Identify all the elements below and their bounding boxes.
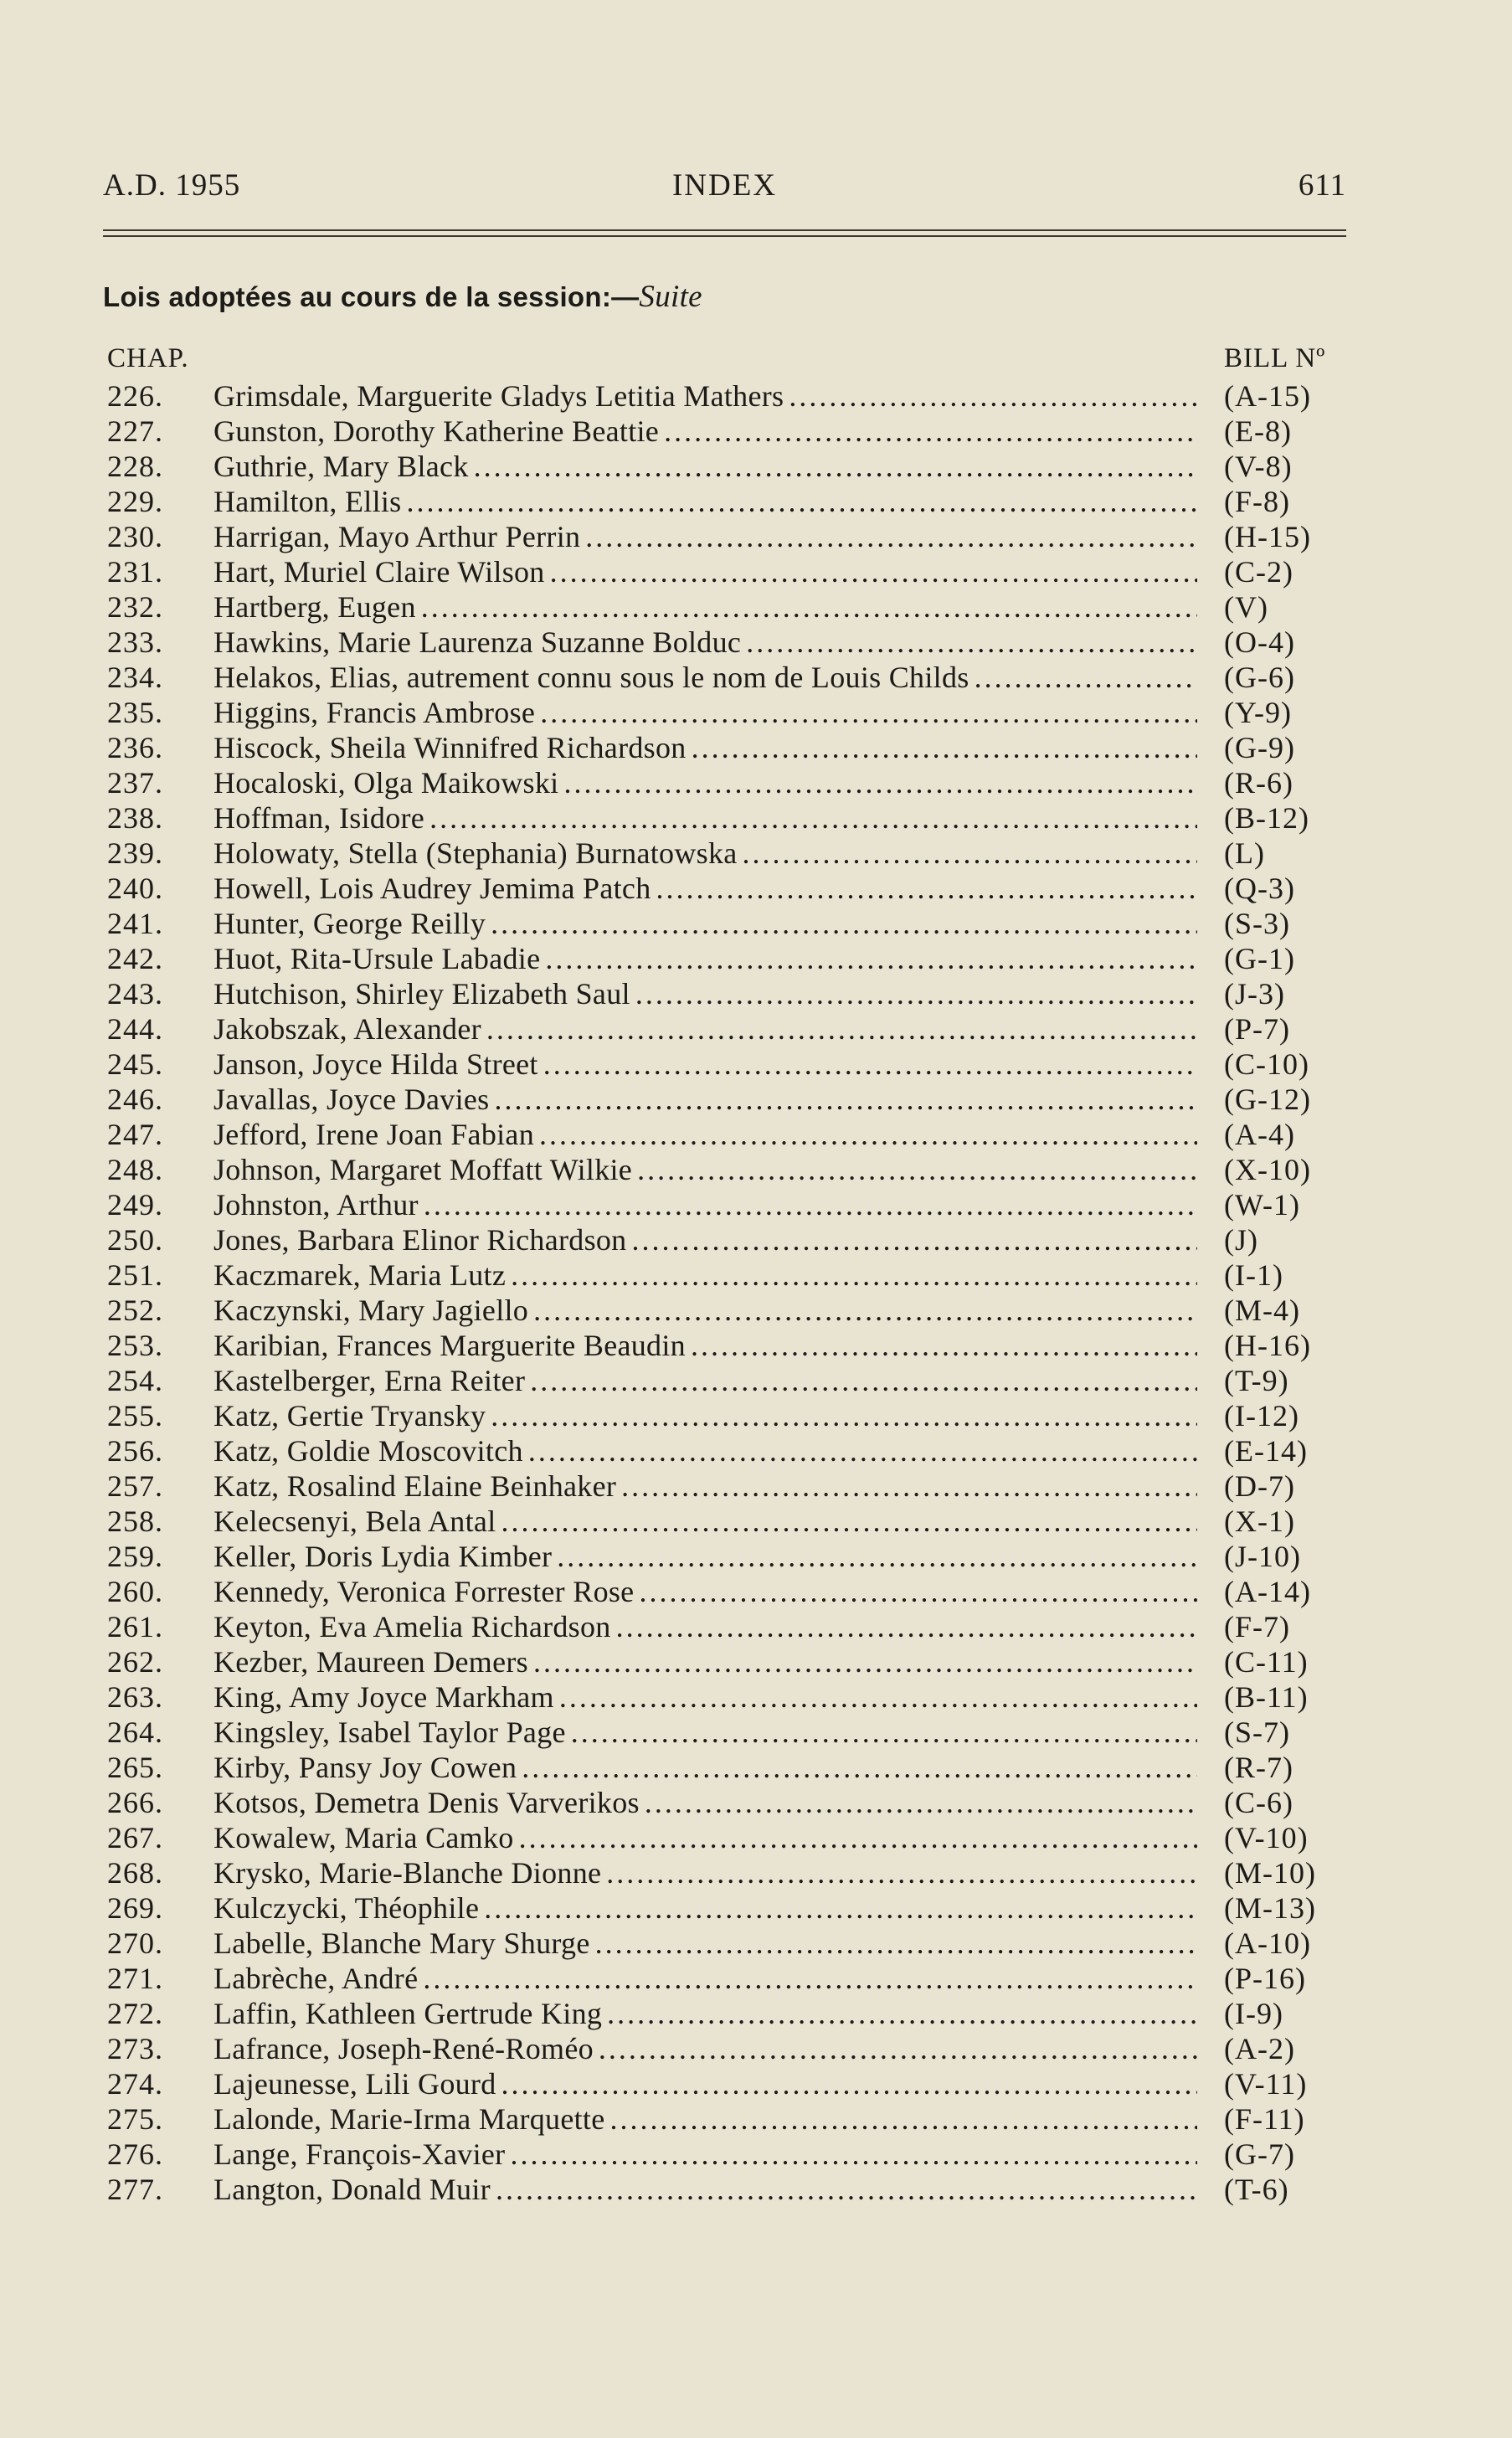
chapter-number: 261. (107, 1610, 163, 1643)
chapter-number: 251. (107, 1258, 163, 1292)
header-title: INDEX (671, 168, 778, 203)
entry-name: Kaczmarek, Maria Lutz . . . (213, 1258, 1197, 1293)
entry-name: Lange, François-Xavier . . . (213, 2137, 1197, 2172)
index-entry (0, 2066, 1512, 2101)
entry-name: Labelle, Blanche Mary Shurge . . . (213, 1926, 1197, 1961)
chapter-number: 263. (107, 1680, 163, 1714)
bill-number: (R-7) (1224, 1751, 1293, 1784)
index-entry (0, 871, 1512, 906)
chapter-number: 234. (107, 661, 163, 694)
index-entry (0, 1363, 1512, 1398)
section-subtitle (103, 279, 702, 315)
chapter-number: 244. (107, 1012, 163, 1046)
bill-number: (G-7) (1224, 2137, 1295, 2171)
bill-number: (M-10) (1224, 1856, 1316, 1890)
entry-name: Hart, Muriel Claire Wilson . . . (213, 554, 1197, 589)
index-entry (0, 1574, 1512, 1609)
chapter-number: 227. (107, 414, 163, 448)
bill-number: (I-1) (1224, 1258, 1283, 1292)
index-entry (0, 1820, 1512, 1855)
chapter-number: 268. (107, 1856, 163, 1890)
bill-number: (A-4) (1224, 1118, 1295, 1151)
chapter-number: 249. (107, 1188, 163, 1222)
entry-name: Hutchison, Shirley Elizabeth Saul . . . (213, 976, 1197, 1011)
index-entry (0, 625, 1512, 660)
bill-number: (V-8) (1224, 450, 1293, 483)
index-entry (0, 1750, 1512, 1785)
index-entry (0, 2137, 1512, 2172)
chapter-number: 255. (107, 1399, 163, 1432)
entry-name: Johnson, Margaret Moffatt Wilkie . . . (213, 1152, 1197, 1187)
bill-number: (F-8) (1224, 485, 1290, 518)
entry-name: Kingsley, Isabel Taylor Page . . . (213, 1715, 1197, 1750)
entry-name: Kaczynski, Mary Jagiello . . . (213, 1293, 1197, 1328)
chapter-number: 259. (107, 1540, 163, 1573)
entry-name: Lalonde, Marie-Irma Marquette . . . (213, 2101, 1197, 2137)
subtitle-suite: Suite (639, 280, 702, 314)
index-entry (0, 1961, 1512, 1996)
bill-number: (F-11) (1224, 2102, 1305, 2136)
chapter-number: 277. (107, 2173, 163, 2206)
subtitle-text: Lois adoptées au cours de la session:— (103, 281, 640, 312)
bill-number: (P-16) (1224, 1962, 1306, 1995)
bill-number: (W-1) (1224, 1188, 1300, 1222)
index-entry (0, 449, 1512, 484)
entry-name: Grimsdale, Marguerite Gladys Letitia Mathers . . . (213, 378, 1197, 414)
chapter-number: 252. (107, 1294, 163, 1327)
chapter-number: 239. (107, 836, 163, 870)
chapter-number: 241. (107, 907, 163, 940)
index-entry (0, 1926, 1512, 1961)
index-entry (0, 414, 1512, 449)
chapter-number: 276. (107, 2137, 163, 2171)
entry-name: Johnston, Arthur . . . (213, 1187, 1197, 1222)
index-entry (0, 1011, 1512, 1047)
index-entry (0, 1504, 1512, 1539)
chapter-number: 262. (107, 1645, 163, 1679)
chapter-number: 260. (107, 1575, 163, 1608)
index-entry (0, 519, 1512, 554)
page-number: 611 (1298, 168, 1346, 203)
chapter-number: 235. (107, 696, 163, 729)
chapter-number: 226. (107, 379, 163, 413)
index-entry (0, 836, 1512, 871)
index-list (0, 378, 1512, 2207)
entry-name: Harrigan, Mayo Arthur Perrin . . . (213, 519, 1197, 554)
bill-number: (D-7) (1224, 1469, 1295, 1503)
bill-number: (P-7) (1224, 1012, 1290, 1046)
chapter-number: 253. (107, 1329, 163, 1362)
index-entry (0, 906, 1512, 941)
entry-name: Gunston, Dorothy Katherine Beattie . . . (213, 414, 1197, 449)
index-entry (0, 941, 1512, 976)
bill-number: (V) (1224, 590, 1268, 624)
bill-number: (X-1) (1224, 1504, 1295, 1538)
bill-number: (L) (1224, 836, 1265, 870)
index-entry (0, 1433, 1512, 1468)
entry-name: Helakos, Elias, autrement connu sous le nom de Louis Childs . . . (213, 660, 1197, 695)
bill-number: (S-3) (1224, 907, 1290, 940)
entry-name: Kulczycki, Théophile . . . (213, 1890, 1197, 1926)
index-entry (0, 554, 1512, 589)
chapter-number: 257. (107, 1469, 163, 1503)
bill-number: (A-15) (1224, 379, 1311, 413)
bill-number: (S-7) (1224, 1715, 1290, 1749)
entry-name: Hawkins, Marie Laurenza Suzanne Bolduc . . . (213, 625, 1197, 660)
index-entry (0, 1258, 1512, 1293)
index-entry (0, 1890, 1512, 1926)
chapter-number: 240. (107, 872, 163, 905)
index-entry (0, 730, 1512, 765)
entry-name: Kezber, Maureen Demers . . . (213, 1644, 1197, 1679)
entry-name: Javallas, Joyce Davies . . . (213, 1082, 1197, 1117)
chapter-number: 267. (107, 1821, 163, 1854)
bill-number: (X-10) (1224, 1153, 1311, 1186)
entry-name: Karibian, Frances Marguerite Beaudin . . . (213, 1328, 1197, 1363)
chapter-number: 248. (107, 1153, 163, 1186)
entry-name: Hunter, George Reilly . . . (213, 906, 1197, 941)
entry-name: Labrèche, André . . . (213, 1961, 1197, 1996)
page-header (103, 167, 1346, 218)
entry-name: Kirby, Pansy Joy Cowen . . . (213, 1750, 1197, 1785)
index-entry (0, 378, 1512, 414)
bill-number: (A-14) (1224, 1575, 1311, 1608)
chapter-number: 265. (107, 1751, 163, 1784)
bill-number: (T-9) (1224, 1364, 1289, 1397)
index-entry (0, 1468, 1512, 1504)
bill-number: (M-13) (1224, 1891, 1316, 1925)
chapter-number: 254. (107, 1364, 163, 1397)
chapter-number: 250. (107, 1223, 163, 1257)
index-entry (0, 1047, 1512, 1082)
bill-number: (R-6) (1224, 766, 1293, 800)
header-rule-top (103, 229, 1346, 231)
index-entry (0, 589, 1512, 625)
entry-name: Jakobszak, Alexander . . . (213, 1011, 1197, 1047)
chapter-number: 256. (107, 1434, 163, 1468)
index-entry (0, 1152, 1512, 1187)
bill-number: (G-12) (1224, 1083, 1311, 1116)
chapter-number: 258. (107, 1504, 163, 1538)
bill-number: (T-6) (1224, 2173, 1289, 2206)
bill-number: (C-10) (1224, 1047, 1309, 1081)
index-entry (0, 1539, 1512, 1574)
bill-number: (H-16) (1224, 1329, 1311, 1362)
entry-name: Katz, Rosalind Elaine Beinhaker . . . (213, 1468, 1197, 1504)
header-rule-bottom (103, 235, 1346, 237)
entry-name: Jones, Barbara Elinor Richardson . . . (213, 1222, 1197, 1258)
bill-number: (J) (1224, 1223, 1258, 1257)
entry-name: Kowalew, Maria Camko . . . (213, 1820, 1197, 1855)
chapter-number: 237. (107, 766, 163, 800)
entry-name: Katz, Gertie Tryansky . . . (213, 1398, 1197, 1433)
chapter-number: 243. (107, 977, 163, 1011)
chapter-number: 238. (107, 801, 163, 835)
chapter-number: 228. (107, 450, 163, 483)
index-entry (0, 1679, 1512, 1715)
entry-name: Lafrance, Joseph-René-Roméo . . . (213, 2031, 1197, 2066)
index-entry (0, 2031, 1512, 2066)
entry-name: Keyton, Eva Amelia Richardson . . . (213, 1609, 1197, 1644)
entry-name: Kennedy, Veronica Forrester Rose . . . (213, 1574, 1197, 1609)
entry-name: Jefford, Irene Joan Fabian . . . (213, 1117, 1197, 1152)
bill-number: (V-10) (1224, 1821, 1309, 1854)
bill-number: (M-4) (1224, 1294, 1300, 1327)
entry-name: Kotsos, Demetra Denis Varverikos . . . (213, 1785, 1197, 1820)
index-entry (0, 1222, 1512, 1258)
index-entry (0, 1855, 1512, 1890)
chapter-number: 264. (107, 1715, 163, 1749)
chapter-number: 232. (107, 590, 163, 624)
index-entry (0, 1996, 1512, 2031)
index-entry (0, 695, 1512, 730)
entry-name: Kelecsenyi, Bela Antal . . . (213, 1504, 1197, 1539)
index-entry (0, 765, 1512, 800)
column-header-chap: CHAP. (107, 343, 189, 373)
bill-number: (Y-9) (1224, 696, 1292, 729)
bill-number: (F-7) (1224, 1610, 1290, 1643)
chapter-number: 236. (107, 731, 163, 764)
bill-number: (E-14) (1224, 1434, 1308, 1468)
bill-number: (H-15) (1224, 520, 1311, 553)
index-entry (0, 1328, 1512, 1363)
index-entry (0, 1082, 1512, 1117)
entry-name: Hoffman, Isidore . . . (213, 800, 1197, 836)
bill-number: (C-6) (1224, 1786, 1293, 1819)
index-entry (0, 1117, 1512, 1152)
index-entry (0, 1609, 1512, 1644)
bill-number: (I-9) (1224, 1997, 1283, 2030)
entry-name: Lajeunesse, Lili Gourd . . . (213, 2066, 1197, 2101)
bill-number: (J-3) (1224, 977, 1285, 1011)
index-entry (0, 1293, 1512, 1328)
column-header-bill: BILL Nº (1224, 343, 1326, 373)
entry-name: Hartberg, Eugen . . . (213, 589, 1197, 625)
index-entry (0, 976, 1512, 1011)
entry-name: Hiscock, Sheila Winnifred Richardson . . . (213, 730, 1197, 765)
chapter-number: 270. (107, 1926, 163, 1960)
index-entry (0, 484, 1512, 519)
bill-number: (G-1) (1224, 942, 1295, 975)
bill-number: (A-2) (1224, 2032, 1295, 2065)
chapter-number: 233. (107, 625, 163, 659)
bill-number: (E-8) (1224, 414, 1292, 448)
entry-name: Hocaloski, Olga Maikowski . . . (213, 765, 1197, 800)
bill-number: (V-11) (1224, 2067, 1308, 2101)
index-entry (0, 2101, 1512, 2137)
chapter-number: 274. (107, 2067, 163, 2101)
entry-name: Janson, Joyce Hilda Street . . . (213, 1047, 1197, 1082)
bill-number: (I-12) (1224, 1399, 1299, 1432)
entry-name: Holowaty, Stella (Stephania) Burnatowska . . . (213, 836, 1197, 871)
chapter-number: 275. (107, 2102, 163, 2136)
chapter-number: 242. (107, 942, 163, 975)
chapter-number: 230. (107, 520, 163, 553)
bill-number: (A-10) (1224, 1926, 1311, 1960)
index-entry (0, 1398, 1512, 1433)
entry-name: Higgins, Francis Ambrose . . . (213, 695, 1197, 730)
index-entry (0, 800, 1512, 836)
bill-number: (B-11) (1224, 1680, 1309, 1714)
index-entry (0, 1187, 1512, 1222)
bill-number: (Q-3) (1224, 872, 1295, 905)
chapter-number: 246. (107, 1083, 163, 1116)
entry-name: Hamilton, Ellis . . . (213, 484, 1197, 519)
index-entry (0, 660, 1512, 695)
entry-name: Guthrie, Mary Black . . . (213, 449, 1197, 484)
index-entry (0, 2172, 1512, 2207)
index-entry (0, 1785, 1512, 1820)
entry-name: Keller, Doris Lydia Kimber . . . (213, 1539, 1197, 1574)
bill-number: (O-4) (1224, 625, 1295, 659)
entry-name: Howell, Lois Audrey Jemima Patch . . . (213, 871, 1197, 906)
chapter-number: 247. (107, 1118, 163, 1151)
entry-name: Kastelberger, Erna Reiter . . . (213, 1363, 1197, 1398)
chapter-number: 231. (107, 555, 163, 589)
chapter-number: 245. (107, 1047, 163, 1081)
bill-number: (G-9) (1224, 731, 1295, 764)
chapter-number: 269. (107, 1891, 163, 1925)
bill-number: (G-6) (1224, 661, 1295, 694)
bill-number: (C-2) (1224, 555, 1293, 589)
chapter-number: 272. (107, 1997, 163, 2030)
bill-number: (B-12) (1224, 801, 1309, 835)
index-entry (0, 1715, 1512, 1750)
chapter-number: 229. (107, 485, 163, 518)
entry-name: Langton, Donald Muir . . . (213, 2172, 1197, 2207)
bill-number: (J-10) (1224, 1540, 1301, 1573)
entry-name: Huot, Rita-Ursule Labadie . . . (213, 941, 1197, 976)
entry-name: Laffin, Kathleen Gertrude King . . . (213, 1996, 1197, 2031)
chapter-number: 271. (107, 1962, 163, 1995)
header-year: A.D. 1955 (103, 168, 241, 203)
entry-name: Krysko, Marie-Blanche Dionne . . . (213, 1855, 1197, 1890)
index-entry (0, 1644, 1512, 1679)
entry-name: Katz, Goldie Moscovitch . . . (213, 1433, 1197, 1468)
chapter-number: 273. (107, 2032, 163, 2065)
entry-name: King, Amy Joyce Markham . . . (213, 1679, 1197, 1715)
chapter-number: 266. (107, 1786, 163, 1819)
bill-number: (C-11) (1224, 1645, 1309, 1679)
